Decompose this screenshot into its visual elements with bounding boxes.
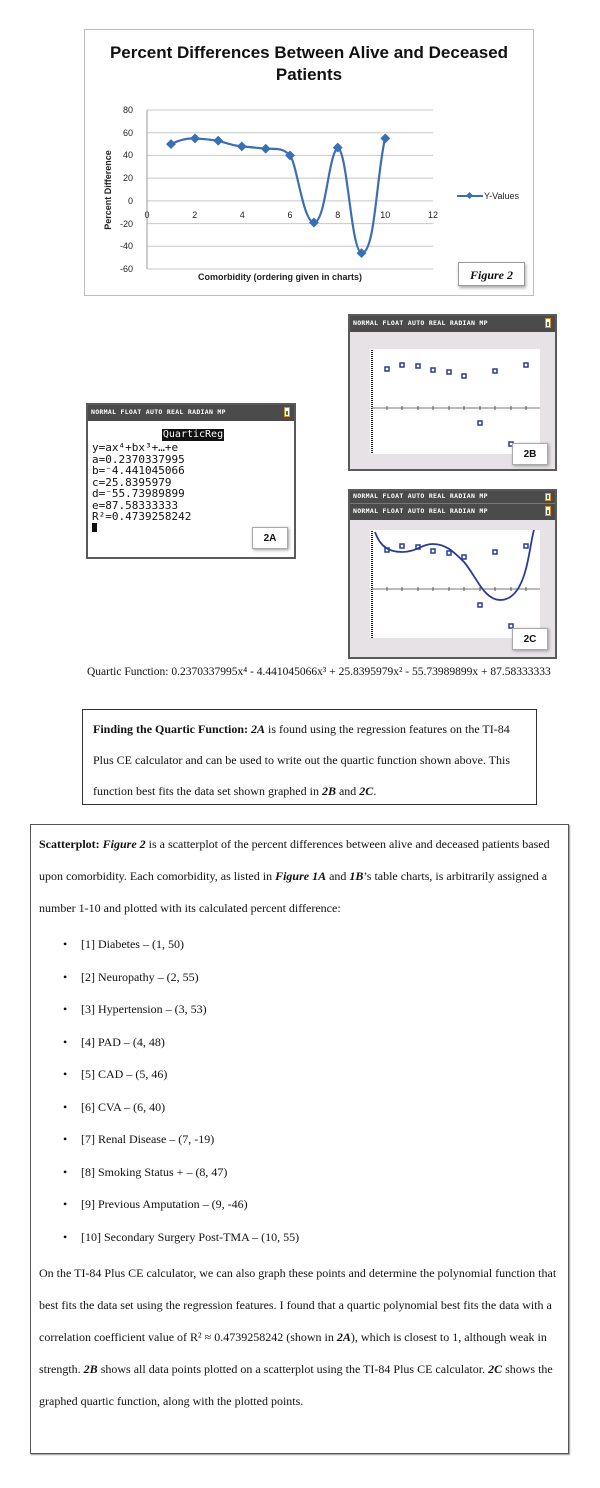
calc-home-screen xyxy=(88,421,294,557)
calc-line: R²=0.4739258242 xyxy=(92,510,192,523)
calc-status-bar: NORMAL FLOAT AUTO REAL RADIAN MP xyxy=(350,316,555,332)
battery-icon xyxy=(545,506,551,516)
svg-text:6: 6 xyxy=(287,210,293,220)
svg-text:4: 4 xyxy=(239,210,245,220)
scatter-conclusion-paragraph: On the TI-84 Plus CE calculator, we can also graph these points and determine the polynomial function that best fits the data set using the regression features. I found that a quartic polynomial best fits the data with a correlation coefficient value of R² ≈ 0.4739258242 (shown in 2A), which is closest to 1, although weak in strength. 2B shows all data points plotted on a scatterplot using the TI-84 Plus CE calculator. 2C shows the graphed quartic function, along with the plotted points. xyxy=(39,1266,557,1408)
y-axis-label: Percent Difference xyxy=(103,150,113,230)
list-item: • [1] Diabetes – (1, 50) xyxy=(39,928,562,961)
chart-plot xyxy=(85,30,535,297)
svg-text:8: 8 xyxy=(335,210,341,220)
svg-text:10: 10 xyxy=(380,210,391,220)
svg-text:40: 40 xyxy=(122,150,133,160)
finding-quartic-box: Finding the Quartic Function: 2A is found using the regression features on the TI-84 Plus CE calculator and can be used to write out the quartic function shown above. This function best fits the data set shown graphed in 2B and 2C. xyxy=(82,709,537,805)
battery-icon xyxy=(545,318,551,328)
svg-text:20: 20 xyxy=(122,173,133,183)
y-axis-ticks xyxy=(120,105,133,274)
svg-text:12: 12 xyxy=(427,210,439,220)
comorbidity-list xyxy=(39,928,562,1253)
calc-line: d=⁻55.73989899 xyxy=(92,487,185,500)
calc-line: b=⁻4.441045066 xyxy=(92,464,185,477)
tag-2b: 2B xyxy=(512,443,548,465)
svg-text:2: 2 xyxy=(192,210,198,220)
battery-icon xyxy=(545,493,551,501)
svg-text:-40: -40 xyxy=(119,241,133,251)
calculator-screen-2a xyxy=(86,403,296,559)
list-item: • [2] Neuropathy – (2, 55) xyxy=(39,961,562,994)
calc-status-bar: NORMAL FLOAT AUTO REAL RADIAN MP xyxy=(88,405,294,421)
figure-2-chart xyxy=(84,29,534,296)
svg-text:-60: -60 xyxy=(119,264,133,274)
svg-text:0: 0 xyxy=(127,196,133,206)
calculator-screen-2b xyxy=(348,314,557,471)
calc-status-bar: NORMAL FLOAT AUTO REAL RADIAN MP xyxy=(350,503,555,520)
list-item: • [10] Secondary Surgery Post-TMA – (10, 55) xyxy=(39,1221,562,1254)
list-item: • [5] CAD – (5, 46) xyxy=(39,1058,562,1091)
svg-text:60: 60 xyxy=(122,128,133,138)
calc-status-bar-duplicate: NORMAL FLOAT AUTO REAL RADIAN MP xyxy=(350,491,555,503)
list-item: • [3] Hypertension – (3, 53) xyxy=(39,993,562,1026)
calc-line: e=87.58333333 xyxy=(92,498,179,512)
calculator-screen-2c xyxy=(348,489,557,659)
list-item: • [7] Renal Disease – (7, -19) xyxy=(39,1123,562,1156)
tag-2a: 2A xyxy=(252,527,288,549)
x-axis-ticks xyxy=(144,210,438,220)
gridlines xyxy=(147,110,433,269)
cursor-block xyxy=(92,523,97,532)
finding-heading: Finding the Quartic Function: xyxy=(93,722,249,736)
x-axis-label: Comorbidity (ordering given in charts) xyxy=(197,272,363,282)
svg-text:80: 80 xyxy=(122,105,133,115)
quartic-function-text: Quartic Function: 0.2370337995x⁴ - 4.441045066x³ + 25.8395979x² - 55.73989899x + 87.58333333 xyxy=(87,666,551,678)
legend xyxy=(457,191,520,201)
figure-2-label: Figure 2 xyxy=(458,262,525,286)
chart-title: Percent Differences Between Alive and Deceased Patients xyxy=(109,43,509,84)
scatter-intro-paragraph: Scatterplot: Figure 2 is a scatterplot of the percent differences between alive and deceased patients based upon comorbidity. Each comorbidity, as listed in Figure 1A and 1B’s table charts, is arbitrarily assigned a number 1-10 and plotted with its calculated percent difference: xyxy=(39,837,550,915)
series-markers xyxy=(166,133,390,258)
calc-line: a=0.2370337995 xyxy=(92,452,185,466)
quarticreg-title: QuarticReg xyxy=(162,429,224,440)
calc-line: c=25.8395979 xyxy=(92,475,172,489)
battery-icon xyxy=(284,407,290,417)
svg-text:-20: -20 xyxy=(119,219,133,229)
list-item: • [9] Previous Amputation – (9, -46) xyxy=(39,1188,562,1221)
scatter-heading: Scatterplot: xyxy=(39,837,100,851)
list-item: • [6] CVA – (6, 40) xyxy=(39,1091,562,1124)
svg-text:0: 0 xyxy=(144,210,150,220)
scatterplot-description-box xyxy=(30,824,569,1454)
list-item: • [8] Smoking Status + – (8, 47) xyxy=(39,1156,562,1189)
calc-line: y=ax⁴+bx³+…+e xyxy=(92,441,179,454)
tag-2c: 2C xyxy=(512,628,548,650)
legend-label: Y-Values xyxy=(484,191,520,201)
list-item: • [4] PAD – (4, 48) xyxy=(39,1026,562,1059)
